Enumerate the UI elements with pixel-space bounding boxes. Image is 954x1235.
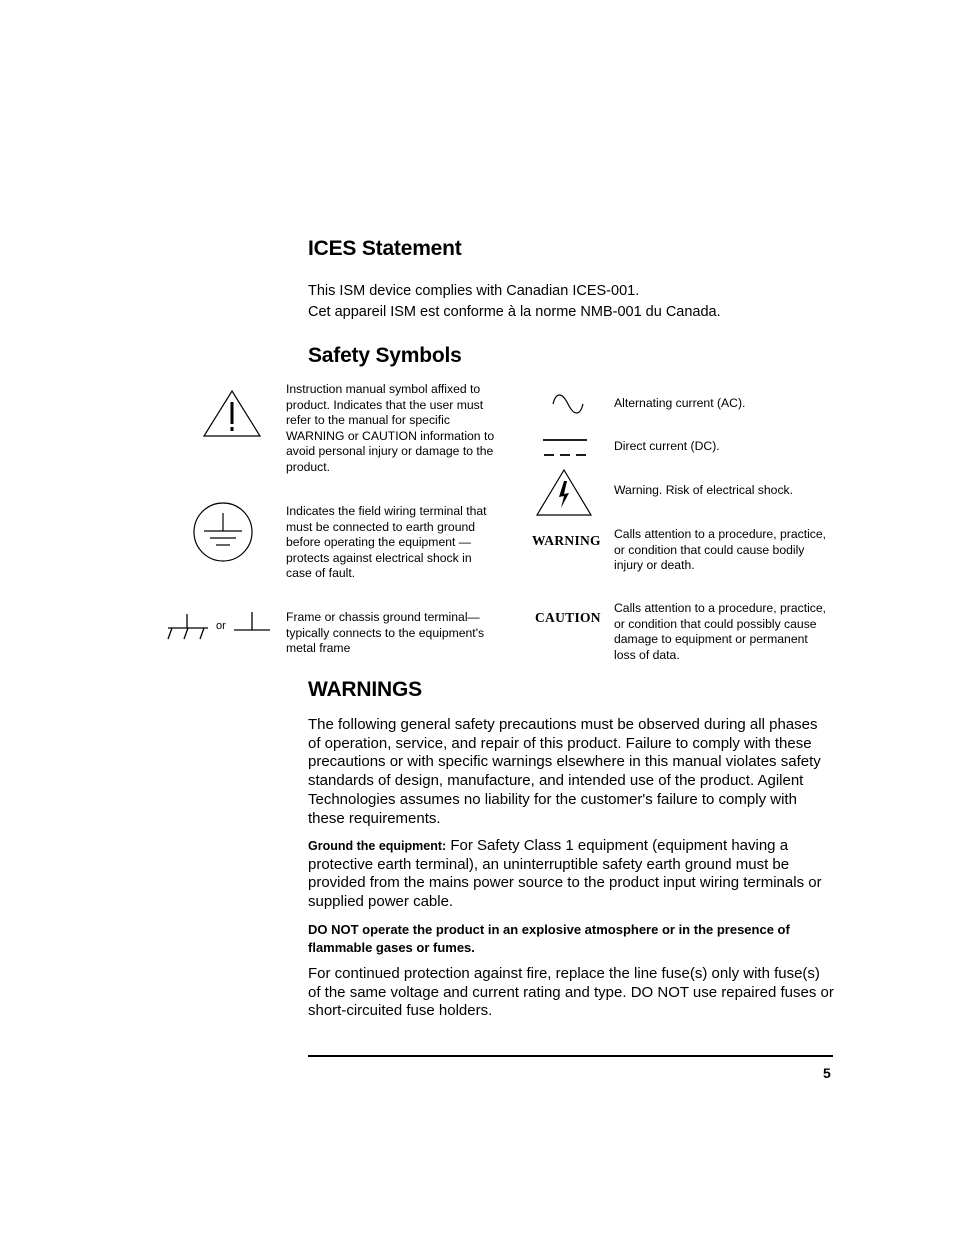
ices-heading: ICES Statement (308, 237, 462, 260)
chassis-ground-alt-icon (232, 610, 272, 634)
dc-description: Direct current (DC). (614, 439, 720, 453)
explosive-atmosphere-warning: DO NOT operate the product in an explosive atmosphere or in the presence of flammable gases or fumes. (308, 922, 790, 955)
caution-description: Calls attention to a procedure, practice, or condition that could possibly cause damage to equipment or permanent loss of data. (614, 601, 827, 662)
electric-shock-triangle-icon (534, 467, 594, 519)
warnings-heading: WARNINGS (308, 678, 422, 701)
footer-rule (308, 1055, 833, 1057)
ac-sine-icon (551, 390, 585, 418)
warning-description: Calls attention to a procedure, practice, or condition that could cause bodily injury or death. (614, 527, 827, 573)
or-label: or (216, 620, 226, 632)
instruction-manual-description: Instruction manual symbol affixed to product. Indicates that the user must refer to the manual for specific WARNING or CAUTION information to avoid personal injury or damage to the product. (286, 382, 495, 474)
ices-line-english: This ISM device complies with Canadian ICES-001. (308, 283, 640, 299)
ground-equipment-label: Ground the equipment: (308, 839, 447, 853)
ac-description: Alternating current (AC). (614, 396, 746, 410)
chassis-ground-icon (166, 612, 210, 642)
ices-line-french: Cet appareil ISM est conforme à la norme NMB-001 du Canada. (308, 304, 721, 320)
safety-symbols-heading: Safety Symbols (308, 344, 462, 367)
caution-label: CAUTION (535, 610, 601, 625)
ground-equipment-paragraph (308, 837, 834, 912)
chassis-ground-description: Frame or chassis ground terminal—typically connects to the equipment's metal frame (286, 610, 485, 656)
earth-ground-description: Indicates the field wiring terminal that must be connected to earth ground before operating the equipment — protects against electrical shock in case of fault. (286, 504, 487, 581)
ground-equipment-text: For Safety Class 1 equipment (equipment having a protective earth terminal), an uninterruptible safety earth ground must be provided from the mains power source to the product input wiring terminals or supplied power cable. (308, 837, 822, 911)
shock-description: Warning. Risk of electrical shock. (614, 483, 794, 497)
fuse-paragraph: For continued protection against fire, replace the line fuse(s) only with fuse(s) of the same voltage and current rating and type. DO NOT use repaired fuses or short-circuited fuse holders. (308, 965, 834, 1020)
page-number: 5 (823, 1065, 831, 1081)
warning-label: WARNING (532, 533, 601, 548)
instruction-manual-triangle-icon (200, 388, 264, 440)
dc-icon (541, 437, 589, 459)
warnings-general-paragraph: The following general safety precautions must be observed during all phases of operation, service, and repair of this product. Failure to comply with these precautions or with specific warnings elsewhere in this manual violates safety standards of design, manufacture, and intended use of the product. Agilent Technologies assumes no liability for the customer's failure to comply with these requirements. (308, 716, 821, 827)
earth-ground-terminal-icon (190, 501, 256, 563)
